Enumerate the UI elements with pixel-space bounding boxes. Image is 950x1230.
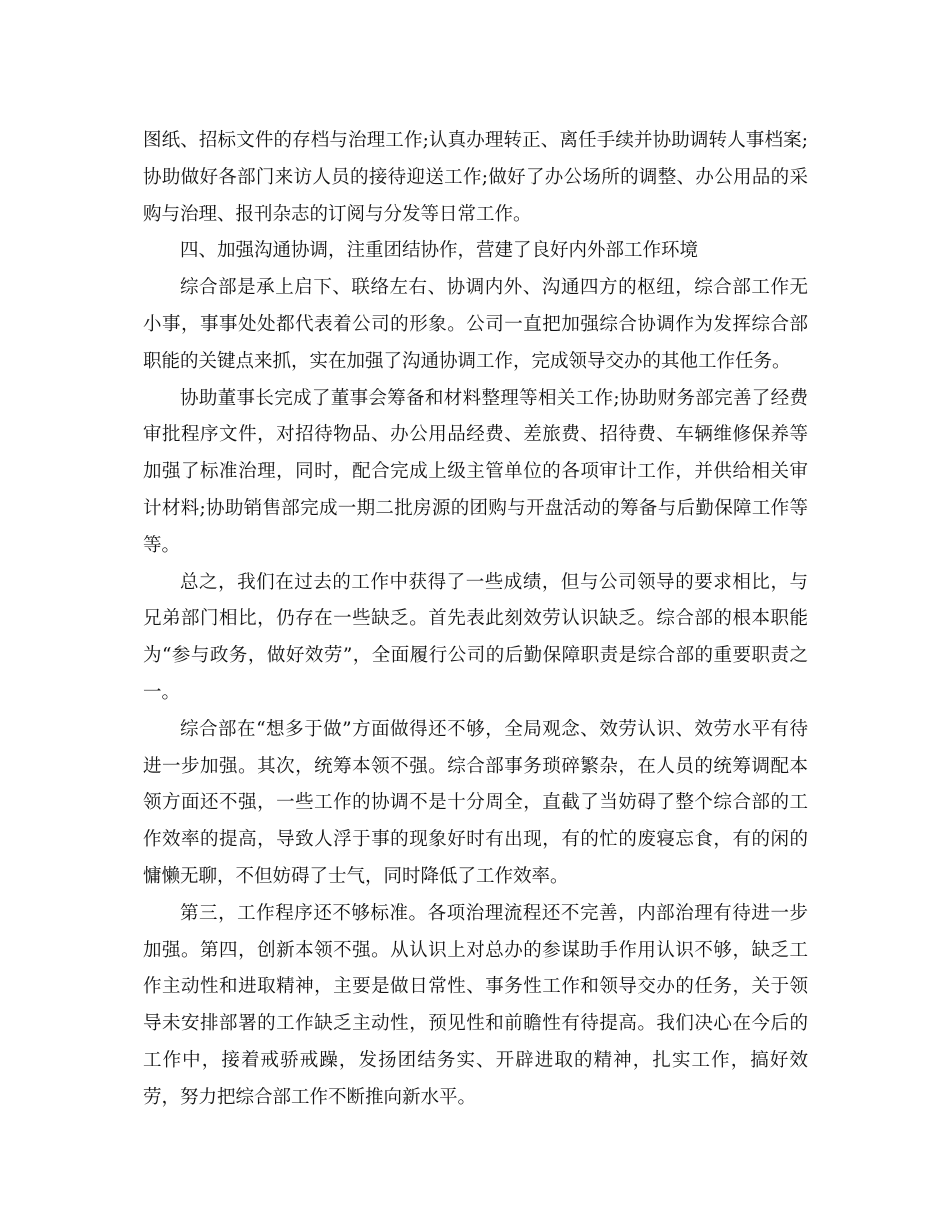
paragraph-general-department-role: 综合部是承上启下、联络左右、协调内外、沟通四方的枢纽，综合部工作无小事，事事处处都代表着公司的形象。公司一直把加强综合协调作为发挥综合部职能的关键点来抓，实在加强了沟通协调工作，完成领导交办的其他工作任务。 [143,277,808,372]
section-heading-communication: 四、加强沟通协调，注重团结协作，营建了良好内外部工作环境 [180,240,699,262]
paragraph-coordination-weakness: 综合部在“想多于做”方面做得还不够，全局观念、效劳认识、效劳水平有待进一步加强。其次，统筹本领不强。综合部事务琐碎繁杂，在人员的统筹调配本领方面还不强，一些工作的协调不是十分周全，直截了当妨碍了整个综合部的工作效率的提高，导致人浮于事的现象好时有出现，有的忙的废寝忘食，有的闲的慵懒无聊，不但妨碍了士气，同时降低了工作效率。 [143,718,808,887]
document-body [143,123,808,1117]
paragraph-archive-work: 图纸、招标文件的存档与治理工作;认真办理转正、离任手续并协助调转人事档案;协助做好各部门来访人员的接待迎送工作;做好了办公场所的调整、办公用品的采购与治理、报刊杂志的订阅与分发等日常工作。 [143,130,808,225]
paragraph-future-plans: 第三，工作程序还不够标准。各项治理流程还不完善，内部治理有待进一步加强。第四，创新本领不强。从认识上对总办的参谋助手作用认识不够，缺乏工作主动性和进取精神，主要是做日常性、事务性工作和领导交办的任务，关于领导未安排部署的工作缺乏主动性，预见性和前瞻性有待提高。我们决心在今后的工作中，接着戒骄戒躁，发扬团结务实、开辟进取的精神，扎实工作，搞好效劳，努力把综合部工作不断推向新水平。 [143,902,808,1108]
paragraph-assist-departments: 协助董事长完成了董事会筹备和材料整理等相关工作;协助财务部完善了经费审批程序文件，对招待物品、办公用品经费、差旅费、招待费、车辆维修保养等加强了标准治理，同时，配合完成上级主管单位的各项审计工作，并供给相关审计材料;协助销售部完成一期二批房源的团购与开盘活动的筹备与后勤保障工作等等。 [143,387,808,556]
paragraph-summary-shortcomings: 总之，我们在过去的工作中获得了一些成绩，但与公司领导的要求相比，与兄弟部门相比，仍存在一些缺乏。首先表此刻效劳认识缺乏。综合部的根本职能为“参与政务，做好效劳”，全面履行公司的后勤保障职责是综合部的重要职责之一。 [143,571,808,703]
